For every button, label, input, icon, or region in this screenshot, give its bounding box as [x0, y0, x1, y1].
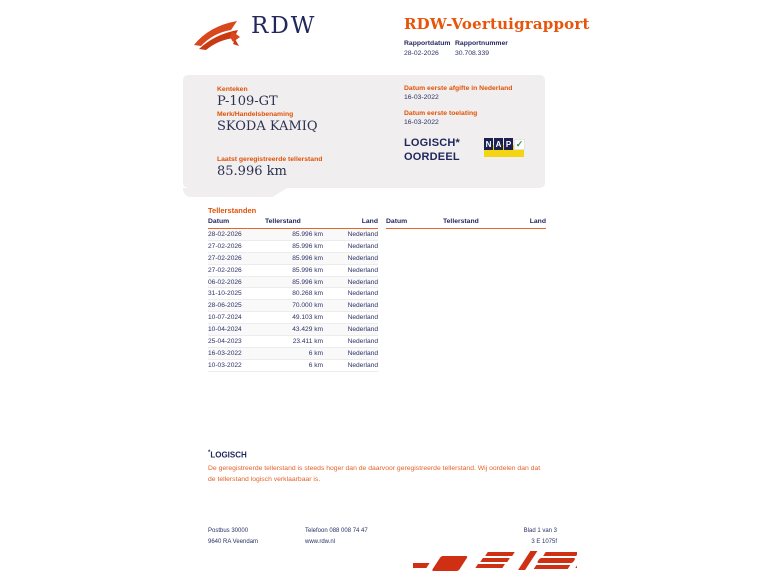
table-row [208, 288, 378, 300]
kenteken-label: Kenteken [217, 86, 248, 93]
footer-form-code: 3 E 1075f [531, 538, 557, 545]
table-row [208, 241, 378, 253]
nap-letter-a: A [495, 139, 502, 149]
table-row [208, 324, 378, 336]
footer-website: www.rdw.nl [305, 538, 336, 545]
nap-logo-icon [484, 138, 526, 157]
footer-address-line1: Postbus 30000 [208, 528, 249, 534]
header-datum: Datum [208, 218, 230, 225]
cell-datum: 10-07-2024 [208, 314, 242, 322]
cell-tellerstand: 85.996 km [292, 242, 323, 250]
cell-tellerstand: 85.996 km [292, 278, 323, 286]
table-row [208, 229, 378, 241]
cell-land: Nederland [347, 290, 378, 298]
table-row [208, 312, 378, 324]
cell-land: Nederland [347, 314, 378, 322]
cell-datum: 27-02-2026 [208, 242, 242, 250]
cell-tellerstand: 49.103 km [292, 314, 323, 322]
cell-land: Nederland [347, 278, 378, 286]
cell-datum: 06-02-2026 [208, 278, 242, 286]
nap-checkmark-icon: ✓ [515, 139, 524, 149]
header-tellerstand: Tellerstand [443, 218, 479, 225]
rdw-decorative-stripes-art [413, 547, 577, 576]
oordeel-line1: LOGISCH* [404, 137, 460, 149]
header-datum: Datum [386, 218, 408, 225]
cell-land: Nederland [347, 302, 378, 310]
footer-address [208, 526, 258, 548]
cell-datum: 10-04-2024 [208, 326, 242, 334]
nap-letter-p: P [505, 139, 512, 149]
report-meta [404, 40, 508, 57]
cell-tellerstand: 70.000 km [292, 302, 323, 310]
footer-page-number: Blad 1 van 3 [523, 528, 557, 534]
header-tellerstand: Tellerstand [265, 218, 301, 225]
report-date-label: Rapportdatum [404, 40, 451, 47]
laatste-tellerstand-label: Laatst geregistreerde tellerstand [217, 156, 323, 163]
rdw-logo-text: RDW [251, 13, 317, 39]
merk-value: SKODA KAMIQ [217, 119, 318, 134]
table-row [208, 300, 378, 312]
cell-tellerstand: 6 km [308, 361, 323, 369]
tellerstand-table-left [208, 218, 378, 372]
cell-datum: 27-02-2026 [208, 266, 242, 274]
footer-phone: Telefoon 088 008 74 47 [305, 528, 368, 534]
cell-datum: 16-03-2022 [208, 349, 242, 357]
table-row [208, 336, 378, 348]
table-row [208, 277, 378, 289]
cell-tellerstand: 6 km [308, 349, 323, 357]
cell-tellerstand: 85.996 km [292, 254, 323, 262]
cell-datum: 28-02-2026 [208, 230, 242, 238]
cell-land: Nederland [347, 266, 378, 274]
table-header-row [208, 218, 378, 229]
cell-land: Nederland [347, 349, 378, 357]
table-row [208, 348, 378, 360]
oordeel-line2: OORDEEL [404, 151, 460, 164]
report-number-label: Rapportnummer [455, 40, 508, 47]
header-land: Land [529, 218, 546, 225]
toelating-value: 16-03-2022 [404, 119, 439, 126]
cell-tellerstand: 43.429 km [292, 326, 323, 334]
header-land: Land [361, 218, 378, 225]
cell-tellerstand: 85.996 km [292, 230, 323, 238]
cell-datum: 25-04-2023 [208, 337, 242, 345]
tellerstand-table-right [386, 218, 546, 229]
cell-datum: 10-03-2022 [208, 361, 242, 369]
laatste-tellerstand-value: 85.996 km [217, 164, 287, 179]
cell-tellerstand: 85.996 km [292, 266, 323, 274]
footnote-text: De geregistreerde tellerstand is steeds hoger dan de daarvoor geregistreerde tellerstand. Wij oordelen dan dat de tellerstand logisch verklaarbaar is. [208, 464, 541, 483]
footnote-title [208, 450, 548, 460]
table-header-row [386, 218, 546, 229]
document-title: RDW-Voertuigrapport [404, 15, 590, 33]
footer-page-info [524, 526, 557, 548]
report-number-value: 30.708.339 [455, 50, 490, 57]
cell-datum: 27-02-2026 [208, 254, 242, 262]
table-row [208, 253, 378, 265]
cell-datum: 31-10-2025 [208, 290, 242, 298]
footer-contact [305, 526, 368, 548]
toelating-label: Datum eerste toelating [404, 110, 478, 117]
cell-tellerstand: 23.411 km [292, 337, 323, 345]
oordeel-text [404, 136, 460, 165]
cell-land: Nederland [347, 337, 378, 345]
report-date-value: 28-02-2026 [404, 50, 439, 57]
footer-address-line2: 9640 RA Veendam [208, 538, 259, 545]
rdw-wing-icon [191, 13, 245, 58]
nap-letter-n: N [485, 139, 492, 149]
footnote-asterisk: * [208, 450, 211, 456]
tellerstanden-section-title: Tellerstanden [208, 206, 257, 215]
footnote-title-text: LOGISCH [210, 450, 247, 460]
cell-land: Nederland [347, 230, 378, 238]
cell-land: Nederland [347, 254, 378, 262]
cell-land: Nederland [347, 326, 378, 334]
merk-label: Merk/Handelsbenaming [217, 111, 294, 118]
logisch-footnote [208, 450, 548, 485]
cell-land: Nederland [347, 242, 378, 250]
vehicle-summary-box [183, 75, 545, 188]
tellerstand-table-rows [208, 229, 378, 372]
kenteken-value: P-109-GT [217, 94, 278, 109]
afgifte-value: 16-03-2022 [404, 94, 439, 101]
table-row [208, 265, 378, 277]
afgifte-label: Datum eerste afgifte in Nederland [404, 85, 513, 92]
table-row [208, 360, 378, 372]
cell-land: Nederland [347, 361, 378, 369]
cell-datum: 28-06-2025 [208, 302, 242, 310]
cell-tellerstand: 80.268 km [292, 290, 323, 298]
